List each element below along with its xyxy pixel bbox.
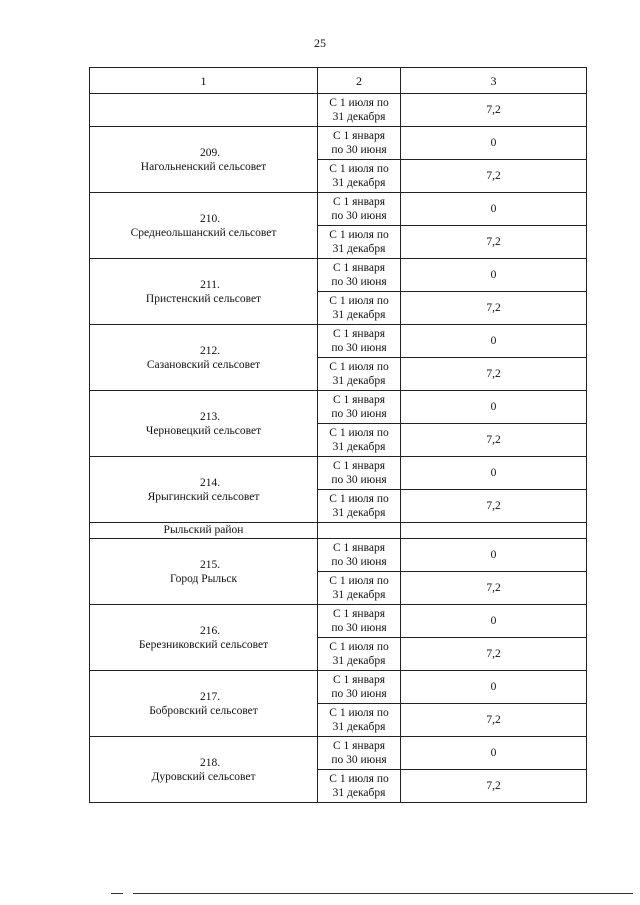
period-cell: С 1 января по 30 июня <box>318 671 401 704</box>
period-cell: С 1 января по 30 июня <box>318 605 401 638</box>
period-cell: С 1 июля по 31 декабря <box>318 490 401 523</box>
period-cell: С 1 января по 30 июня <box>318 457 401 490</box>
table-header-row <box>90 68 587 94</box>
municipality-name: Бобровский сельсовет <box>149 704 258 717</box>
row-number: 218. <box>199 756 221 769</box>
name-cell-empty <box>90 94 318 127</box>
table-row <box>90 457 587 490</box>
value-cell: 7,2 <box>401 94 587 127</box>
period-cell: С 1 июля по 31 декабря <box>318 704 401 737</box>
page-number: 25 <box>314 36 326 50</box>
column-header-3: 3 <box>401 68 587 94</box>
period-cell: С 1 января по 30 июня <box>318 737 401 770</box>
row-number: 215. <box>199 558 221 571</box>
period-cell: С 1 июля по 31 декабря <box>318 94 401 127</box>
value-cell: 0 <box>401 737 587 770</box>
section-row <box>90 523 587 539</box>
municipality-cell <box>90 391 318 457</box>
municipality-name: Сазановский сельсовет <box>146 358 261 371</box>
municipality-name: Город Рыльск <box>169 572 238 585</box>
period-cell: С 1 июля по 31 декабря <box>318 424 401 457</box>
period-cell: С 1 июля по 31 декабря <box>318 770 401 803</box>
row-number: 210. <box>199 212 221 225</box>
table-row <box>90 127 587 160</box>
table-row <box>90 539 587 572</box>
municipality-name: Черновецкий сельсовет <box>145 424 262 437</box>
value-cell: 0 <box>401 671 587 704</box>
value-cell: 0 <box>401 259 587 292</box>
municipality-cell <box>90 605 318 671</box>
table-row <box>90 193 587 226</box>
value-cell: 0 <box>401 325 587 358</box>
row-number: 211. <box>200 278 220 291</box>
municipality-name: Дуровский сельсовет <box>151 770 256 783</box>
value-cell: 7,2 <box>401 770 587 803</box>
table-row <box>90 325 587 358</box>
period-cell: С 1 января по 30 июня <box>318 259 401 292</box>
municipality-cell <box>90 539 318 605</box>
value-cell: 7,2 <box>401 226 587 259</box>
municipality-cell <box>90 127 318 193</box>
value-cell: 7,2 <box>401 704 587 737</box>
table-row <box>90 391 587 424</box>
value-cell: 7,2 <box>401 490 587 523</box>
value-cell: 7,2 <box>401 358 587 391</box>
value-cell: 7,2 <box>401 292 587 325</box>
footer-rule-line <box>133 893 633 894</box>
municipality-cell <box>90 671 318 737</box>
value-cell: 7,2 <box>401 572 587 605</box>
row-number: 212. <box>199 344 221 357</box>
table-row <box>90 259 587 292</box>
municipality-cell <box>90 737 318 803</box>
table-row <box>90 737 587 770</box>
section-empty-cell <box>401 523 587 539</box>
table-row <box>90 671 587 704</box>
column-header-2: 2 <box>318 68 401 94</box>
value-cell: 0 <box>401 391 587 424</box>
footer-tick-line <box>111 893 123 894</box>
period-cell: С 1 июля по 31 декабря <box>318 638 401 671</box>
row-number: 214. <box>199 476 221 489</box>
value-cell: 7,2 <box>401 160 587 193</box>
value-cell: 7,2 <box>401 638 587 671</box>
municipality-name: Березниковский сельсовет <box>138 638 269 651</box>
municipality-name: Нагольненский сельсовет <box>140 160 267 173</box>
district-title: Рыльский район <box>90 523 318 539</box>
period-cell: С 1 июля по 31 декабря <box>318 358 401 391</box>
value-cell: 0 <box>401 127 587 160</box>
row-number: 209. <box>199 146 221 159</box>
period-cell: С 1 июля по 31 декабря <box>318 226 401 259</box>
row-number: 213. <box>199 410 221 423</box>
table-row-continuation <box>90 94 587 127</box>
tariff-table <box>89 67 587 803</box>
period-cell: С 1 января по 30 июня <box>318 193 401 226</box>
value-cell: 0 <box>401 193 587 226</box>
municipality-name: Среднеольшанский сельсовет <box>130 226 277 239</box>
municipality-cell <box>90 325 318 391</box>
table-row <box>90 605 587 638</box>
municipality-name: Пристенский сельсовет <box>145 292 262 305</box>
value-cell: 0 <box>401 605 587 638</box>
row-number: 216. <box>199 624 221 637</box>
value-cell: 7,2 <box>401 424 587 457</box>
period-cell: С 1 июля по 31 декабря <box>318 160 401 193</box>
period-cell: С 1 июля по 31 декабря <box>318 572 401 605</box>
column-header-1: 1 <box>90 68 318 94</box>
municipality-cell <box>90 259 318 325</box>
row-number: 217. <box>199 690 221 703</box>
value-cell: 0 <box>401 539 587 572</box>
period-cell: С 1 января по 30 июня <box>318 127 401 160</box>
section-empty-cell <box>318 523 401 539</box>
period-cell: С 1 января по 30 июня <box>318 325 401 358</box>
period-cell: С 1 июля по 31 декабря <box>318 292 401 325</box>
municipality-cell <box>90 193 318 259</box>
period-cell: С 1 января по 30 июня <box>318 391 401 424</box>
municipality-name: Ярыгинский сельсовет <box>147 490 260 503</box>
period-cell: С 1 января по 30 июня <box>318 539 401 572</box>
value-cell: 0 <box>401 457 587 490</box>
municipality-cell <box>90 457 318 523</box>
